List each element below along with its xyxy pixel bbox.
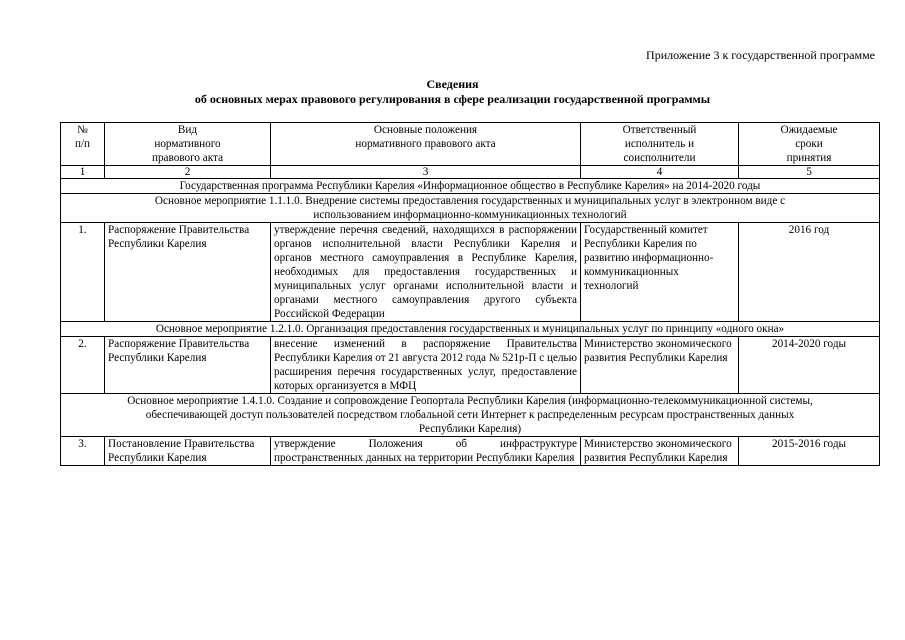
col-number: 5	[739, 166, 880, 179]
header-provisions: Основные положения нормативного правового акта	[271, 123, 581, 166]
row-kind: Распоряжение Правительства Республики Карелия	[105, 337, 271, 394]
header-num: № п/п	[61, 123, 105, 166]
row-term: 2016 год	[739, 223, 880, 322]
table-header-row	[61, 123, 880, 166]
row-kind: Распоряжение Правительства Республики Карелия	[105, 223, 271, 322]
legal-measures-table	[60, 122, 880, 466]
section-title: Основное мероприятие 1.1.1.0. Внедрение системы предоставления государственных и муниципальных услуг в электронном виде с использованием информационно-коммуникационных технологий	[61, 194, 880, 223]
header-kind: Вид нормативного правового акта	[105, 123, 271, 166]
row-responsible: Министерство экономического развития Республики Карелия	[581, 337, 739, 394]
header-terms: Ожидаемые сроки принятия	[739, 123, 880, 166]
program-title: Государственная программа Республики Карелия «Информационное общество в Республике Карелия» на 2014-2020 годы	[61, 179, 880, 194]
row-kind: Постановление Правительства Республики Карелия	[105, 437, 271, 466]
row-num: 1.	[61, 223, 105, 322]
row-provisions: утверждение Положения об инфраструктуре пространственных данных на территории Республики Карелия	[271, 437, 581, 466]
row-provisions: внесение изменений в распоряжение Правительства Республики Карелия от 21 августа 2012 года № 521р-П с целью расширения перечня государственных услуг, предоставление которых организуется в МФЦ	[271, 337, 581, 394]
appendix-note: Приложение 3 к государственной программе	[646, 48, 875, 62]
section-row	[61, 394, 880, 437]
column-numbers-row	[61, 166, 880, 179]
section-title: Основное мероприятие 1.4.1.0. Создание и сопровождение Геопортала Республики Карелия (информационно-телекоммуникационной системы, обеспечивающей доступ пользователей посредством глобальной сети Интернет к распределенным ресурсам пространственных данных Республики Карелия)	[61, 394, 880, 437]
row-num: 2.	[61, 337, 105, 394]
row-responsible: Государственный комитет Республики Карелия по развитию информационно-коммуникационных технологий	[581, 223, 739, 322]
row-provisions: утверждение перечня сведений, находящихся в распоряжении органов исполнительной власти Республики Карелия и органов местного самоуправления в Республике Карелия, необходимых для предоставления государственных и муниципальных услуг органами исполнительной власти и органами местного самоуправления другого субъекта Российской Федерации	[271, 223, 581, 322]
section-title: Основное мероприятие 1.2.1.0. Организация предоставления государственных и муниципальных услуг по принципу «одного окна»	[61, 322, 880, 337]
table-row	[61, 337, 880, 394]
header-responsible: Ответственный исполнитель и соисполнители	[581, 123, 739, 166]
title-line-1: Сведения	[426, 77, 479, 91]
col-number: 1	[61, 166, 105, 179]
table-row	[61, 437, 880, 466]
row-term: 2014-2020 годы	[739, 337, 880, 394]
col-number: 4	[581, 166, 739, 179]
title-line-2: об основных мерах правового регулирования в сфере реализации государственной программы	[194, 92, 711, 106]
col-number: 2	[105, 166, 271, 179]
row-term: 2015-2016 годы	[739, 437, 880, 466]
program-row	[61, 179, 880, 194]
row-num: 3.	[61, 437, 105, 466]
section-row	[61, 194, 880, 223]
table-row	[61, 223, 880, 322]
col-number: 3	[271, 166, 581, 179]
section-row	[61, 322, 880, 337]
row-responsible: Министерство экономического развития Республики Карелия	[581, 437, 739, 466]
document-title	[0, 77, 905, 107]
